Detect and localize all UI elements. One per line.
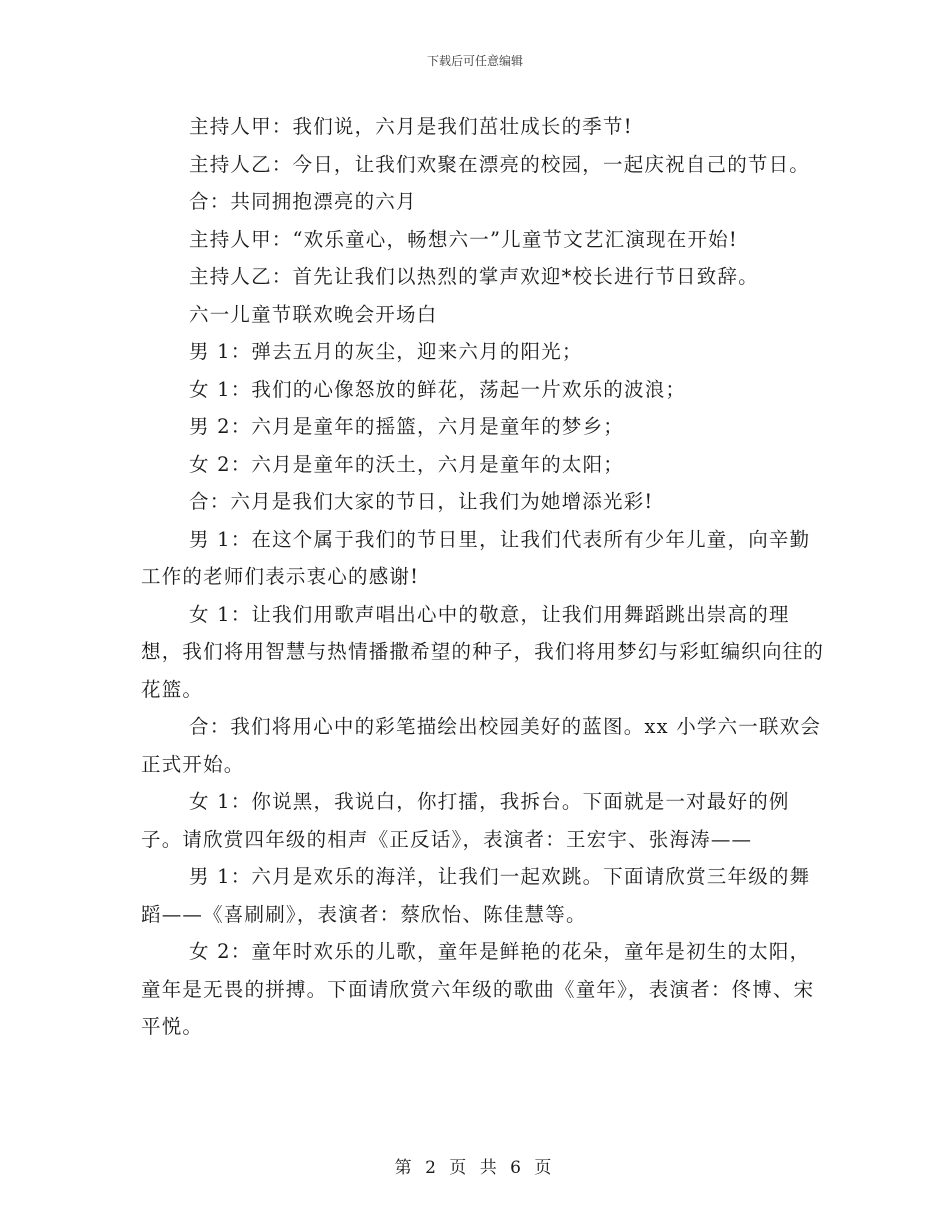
paragraph-15: 女 1：你说黑，我说白，你打擂，我拆台。下面就是一对最好的例子。请欣赏四年级的相声《正反话》，表演者：王宏宇、张海涛—— [141,790,790,851]
paragraph-1: 主持人甲：我们说，六月是我们茁壮成长的季节! [189,115,633,138]
paragraph-16: 男 1：六月是欢乐的海洋，让我们一起欢跳。下面请欣赏三年级的舞蹈——《喜刷刷》，表演者：蔡欣怡、陈佳慧等。 [141,865,811,926]
paragraph-13: 女 1：让我们用歌声唱出心中的敬意，让我们用舞蹈跳出崇高的理想，我们将用智慧与热情播撒希望的种子，我们将用梦幻与彩虹编织向往的花篮。 [141,602,825,701]
paragraph-2: 主持人乙：今日，让我们欢聚在漂亮的校园，一起庆祝自己的节日。 [189,152,811,176]
paragraph-12: 男 1：在这个属于我们的节日里，让我们代表所有少年儿童，向辛勤工作的老师们表示衷心的感谢! [141,527,811,588]
page-header: 下载后可任意编辑 [426,54,523,68]
paragraph-5: 主持人乙：首先让我们以热烈的掌声欢迎*校长进行节日致辞。 [189,265,759,288]
paragraph-11: 合：六月是我们大家的节日，让我们为她增添光彩! [189,490,654,513]
paragraph-8: 女 1：我们的心像怒放的鲜花，荡起一片欢乐的波浪； [189,377,687,401]
paragraph-14: 合：我们将用心中的彩笔描绘出校园美好的蓝图。xx 小学六一联欢会正式开始。 [141,715,822,776]
paragraph-10: 女 2：六月是童年的沃土，六月是童年的太阳； [189,452,625,476]
document-body [141,108,826,1046]
paragraph-4: 主持人甲：“欢乐童心，畅想六一”儿童节文艺汇演现在开始! [189,227,738,251]
paragraph-17: 女 2：童年时欢乐的儿歌，童年是鲜艳的花朵，童年是初生的太阳，童年是无畏的拼搏。下面请欣赏六年级的歌曲《童年》，表演者：佟博、宋平悦。 [141,940,815,1038]
page-number: 第 2 页 共 6 页 [394,1158,556,1178]
paragraph-3: 合：共同拥抱漂亮的六月 [189,190,417,213]
paragraph-9: 男 2：六月是童年的摇篮，六月是童年的梦乡； [189,415,625,438]
paragraph-6: 六一儿童节联欢晚会开场白 [189,302,438,326]
paragraph-7: 男 1：弹去五月的灰尘，迎来六月的阳光； [189,340,583,363]
